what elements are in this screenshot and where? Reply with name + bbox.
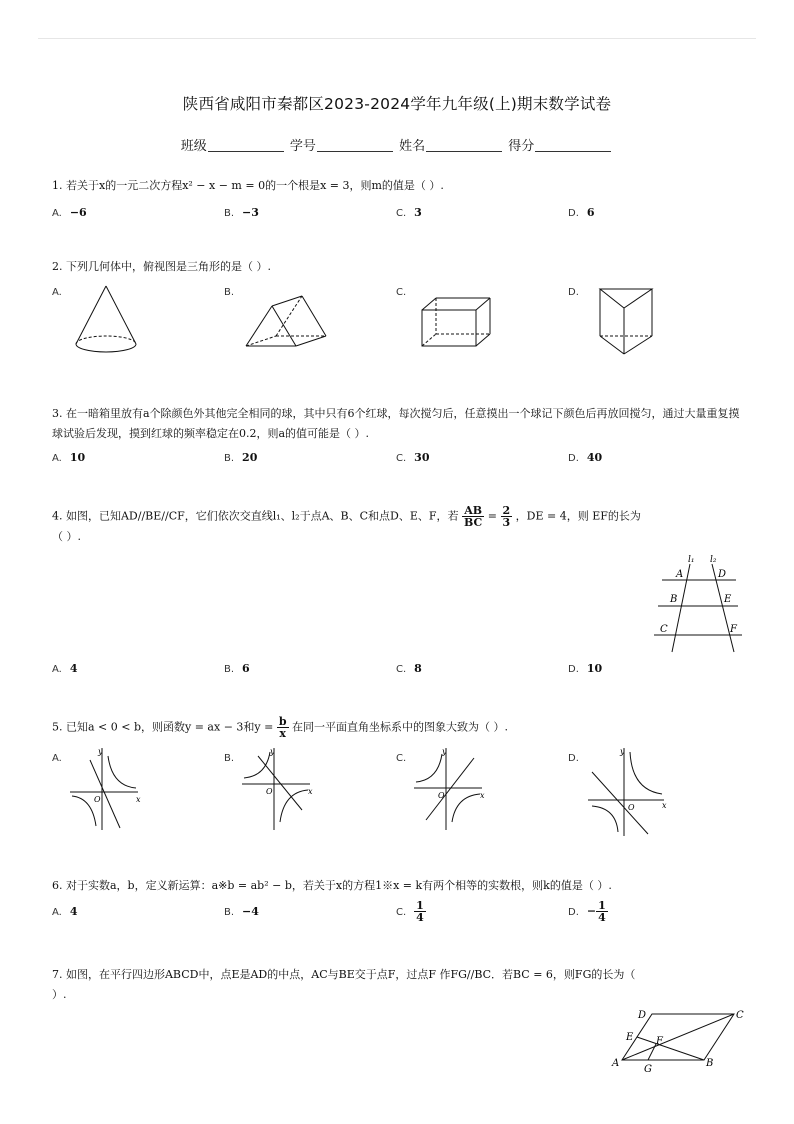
student-id-blank[interactable] bbox=[317, 139, 393, 152]
q2-option-b-label[interactable]: B. bbox=[224, 287, 235, 298]
q5-option-a-label[interactable]: A. bbox=[52, 753, 62, 764]
svg-text:x: x bbox=[136, 795, 141, 804]
q4-option-b[interactable]: B. 6 bbox=[224, 662, 250, 675]
q1-option-c[interactable]: C. 3 bbox=[396, 206, 422, 219]
q6-option-d[interactable]: D. − $\frac{1}{4}$ bbox=[568, 899, 606, 924]
q1-option-a[interactable]: A. −6 bbox=[52, 206, 87, 219]
q5-graph-a[interactable] bbox=[68, 746, 144, 832]
q5-graph-b[interactable] bbox=[240, 746, 316, 832]
question-5-text: 5. 已知a < 0 < b，则函数y = ax − 3和y = $\frac{b}{x}$ 在同一平面直角坐标系中的图象大致为（ ）. bbox=[52, 715, 509, 740]
class-blank[interactable] bbox=[208, 139, 284, 152]
q5-graph-c[interactable] bbox=[412, 746, 488, 832]
question-6-text: 6. 对于实数a，b，定义新运算：a※b = ab² − b，若关于x的方程1※x = k有两个相等的实数根，则k的值是（ ）. bbox=[52, 879, 612, 892]
cone-figure[interactable] bbox=[70, 284, 140, 359]
label-B: B bbox=[706, 1058, 714, 1069]
q3-option-c[interactable]: C. 30 bbox=[396, 451, 430, 464]
svg-text:x: x bbox=[480, 791, 485, 800]
q3-option-a[interactable]: A. 10 bbox=[52, 451, 86, 464]
svg-text:y: y bbox=[270, 747, 275, 756]
q5-fraction: $\frac{b}{x}$ bbox=[278, 715, 287, 740]
label-C: C bbox=[736, 1010, 744, 1021]
top-rule bbox=[38, 38, 756, 39]
label-l1: l₁ bbox=[688, 555, 695, 565]
svg-text:y: y bbox=[442, 747, 447, 756]
q6-option-b[interactable]: B. −4 bbox=[224, 905, 259, 918]
upright-prism-figure[interactable] bbox=[598, 286, 656, 358]
svg-text:O: O bbox=[438, 791, 445, 800]
name-label: 姓名 bbox=[399, 139, 426, 154]
label-A: A bbox=[612, 1058, 620, 1069]
question-7-text-line2: ）. bbox=[52, 988, 67, 1001]
svg-text:y: y bbox=[620, 747, 625, 756]
cuboid-figure[interactable] bbox=[420, 296, 492, 350]
label-B: B bbox=[670, 594, 678, 605]
q5-option-c-label[interactable]: C. bbox=[396, 753, 407, 764]
question-3-text: 3. 在一暗箱里放有a个除颜色外其他完全相同的球，其中只有6个红球，每次搅匀后，任意摸出一个球记下颜色后再放回搅匀，通过大量重复摸球试验后发现，摸到红球的频率稳定在0.2，则a的值可能是（ ）. bbox=[52, 407, 740, 440]
student-info-row bbox=[0, 135, 794, 154]
parallel-lines-figure bbox=[652, 550, 744, 654]
q6-option-a[interactable]: A. 4 bbox=[52, 905, 78, 918]
label-E: E bbox=[724, 594, 732, 605]
question-4-text: 4. 如图，已知AD//BE//CF，它们依次交直线l₁、l₂于点A、B、C和点D、E、F，若 $\frac{AB}{BC}$ = $\frac{2}{3}$ ，DE = 4，则 EF的长为 bbox=[52, 504, 641, 529]
label-E: E bbox=[626, 1032, 634, 1043]
q4-option-c[interactable]: C. 8 bbox=[396, 662, 422, 675]
page-title: 陕西省咸阳市秦都区2023-2024学年九年级(上)期末数学试卷 bbox=[182, 95, 612, 113]
svg-text:O: O bbox=[266, 787, 273, 796]
q5-option-b-label[interactable]: B. bbox=[224, 753, 235, 764]
svg-text:O: O bbox=[628, 803, 635, 812]
question-4-text-line2: （ ）. bbox=[52, 530, 81, 543]
q3-option-d[interactable]: D. 40 bbox=[568, 451, 603, 464]
score-blank[interactable] bbox=[535, 139, 611, 152]
label-F: F bbox=[730, 624, 737, 635]
q1-option-b[interactable]: B. −3 bbox=[224, 206, 259, 219]
label-D: D bbox=[718, 569, 727, 580]
class-label: 班级 bbox=[180, 139, 207, 154]
question-1-text: 1. 若关于x的一元二次方程x² − x − m = 0的一个根是x = 3，则m的值是（ ）. bbox=[52, 179, 444, 192]
score-label: 得分 bbox=[508, 139, 535, 154]
q5-option-d-label[interactable]: D. bbox=[568, 753, 579, 764]
lying-prism-figure[interactable] bbox=[244, 290, 330, 352]
label-G: G bbox=[644, 1064, 652, 1075]
svg-text:y: y bbox=[98, 747, 103, 756]
q2-option-d-label[interactable]: D. bbox=[568, 287, 579, 298]
svg-text:x: x bbox=[662, 801, 667, 810]
parallelogram-figure bbox=[608, 1004, 748, 1074]
svg-text:O: O bbox=[94, 795, 101, 804]
question-7-text: 7. 如图，在平行四边形ABCD中，点E是AD的中点，AC与BE交于点F，过点F 作FG//BC．若BC = 6，则FG的长为（ bbox=[52, 968, 636, 981]
q4-ratio-fraction: $\frac{AB}{BC}$ bbox=[464, 504, 483, 529]
q6-option-c[interactable]: C. $\frac{1}{4}$ bbox=[396, 899, 424, 924]
q4-ratio-value: $\frac{2}{3}$ bbox=[502, 504, 511, 529]
q4-option-a[interactable]: A. 4 bbox=[52, 662, 78, 675]
label-C: C bbox=[660, 624, 668, 635]
svg-text:x: x bbox=[308, 787, 313, 796]
label-D: D bbox=[638, 1010, 647, 1021]
q2-option-c-label[interactable]: C. bbox=[396, 287, 407, 298]
label-F: F bbox=[656, 1036, 663, 1047]
question-2-text: 2. 下列几何体中，俯视图是三角形的是（ ）. bbox=[52, 260, 271, 273]
q4-option-d[interactable]: D. 10 bbox=[568, 662, 603, 675]
q1-option-d[interactable]: D. 6 bbox=[568, 206, 595, 219]
label-l2: l₂ bbox=[710, 555, 717, 565]
label-A: A bbox=[676, 569, 684, 580]
q2-option-a-label[interactable]: A. bbox=[52, 287, 62, 298]
student-id-label: 学号 bbox=[289, 139, 316, 154]
q3-option-b[interactable]: B. 20 bbox=[224, 451, 258, 464]
q5-graph-d[interactable] bbox=[586, 746, 670, 838]
name-blank[interactable] bbox=[426, 139, 502, 152]
